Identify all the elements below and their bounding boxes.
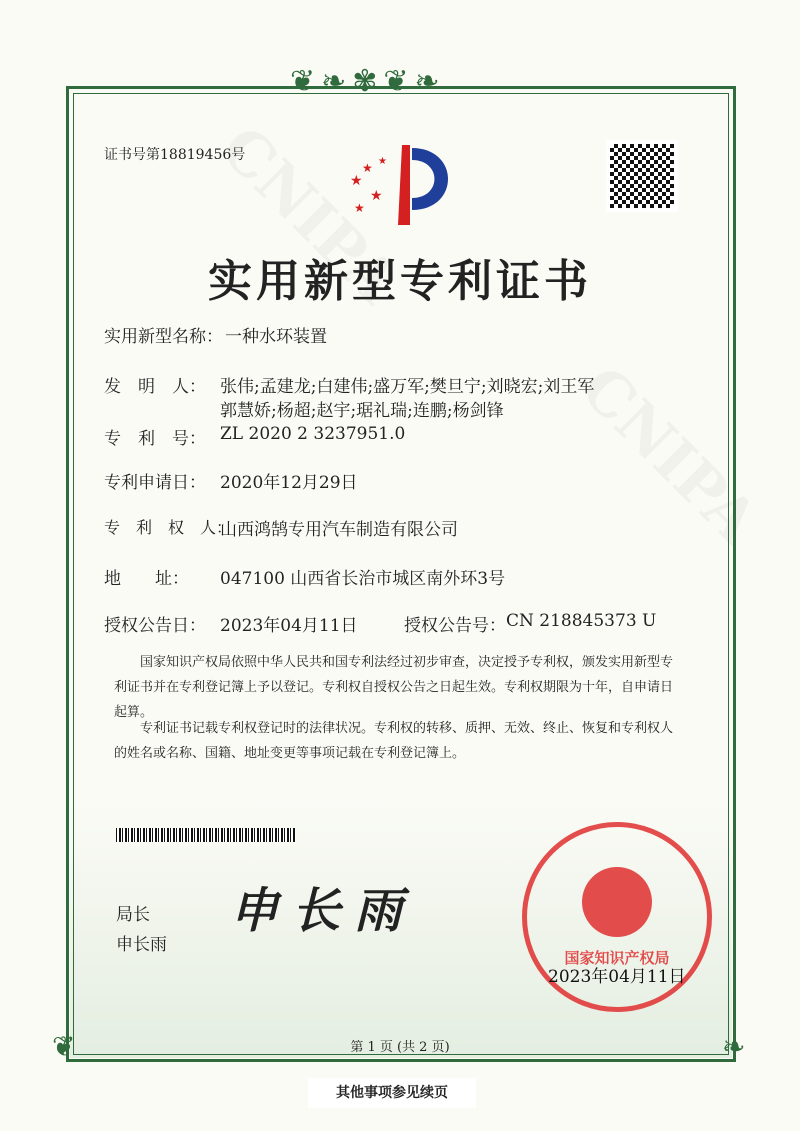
- ornament-bottom-right: ❧: [722, 1030, 746, 1063]
- field-grant: [104, 611, 656, 636]
- certificate-number: 证书号第18819456号: [104, 147, 246, 163]
- field-value: 2020年12月29日: [220, 473, 358, 493]
- field-patent-number: [104, 424, 405, 449]
- barcode: [116, 828, 296, 842]
- qr-code[interactable]: [606, 140, 678, 212]
- svg-text:★: ★: [350, 173, 363, 189]
- field-label: 专 利 号：: [104, 429, 206, 449]
- cnipa-logo: [340, 140, 460, 230]
- field-label: 专利申请日：: [104, 473, 206, 493]
- field-label: 授权公告号：: [404, 616, 506, 636]
- signer-title: 局长: [116, 905, 150, 925]
- svg-text:★: ★: [362, 161, 373, 175]
- field-inventors: [104, 372, 594, 397]
- seal-date: 2023年04月11日: [548, 967, 686, 987]
- field-label: 专 利 权 人：: [104, 518, 233, 537]
- ornament-bottom-left: ❦: [52, 1030, 76, 1063]
- signer-name: 申长雨: [116, 935, 167, 955]
- field-value: CN 218845373 U: [506, 611, 657, 631]
- ornament-top: ❦❧✾❦❧: [290, 64, 446, 99]
- certificate-title: 实用新型专利证书: [208, 256, 592, 307]
- svg-text:★: ★: [378, 156, 387, 167]
- field-filing-date: [104, 468, 358, 493]
- field-value: ZL 2020 2 3237951.0: [220, 424, 406, 444]
- field-label: 实用新型名称：: [104, 327, 223, 347]
- field-label: 授权公告日：: [104, 616, 206, 636]
- field-label: 发 明 人：: [104, 377, 206, 397]
- svg-text:★: ★: [370, 188, 383, 204]
- page-number: 第 1 页 (共 2 页): [350, 1040, 450, 1055]
- national-emblem-icon: [582, 867, 652, 937]
- footer-note: 其他事项参见续页: [308, 1078, 476, 1108]
- field-value: 张伟;孟建龙;白建伟;盛万军;樊旦宁;刘晓宏;刘王军: [220, 377, 595, 397]
- svg-text:★: ★: [354, 201, 365, 215]
- signature: 申长雨: [230, 883, 417, 939]
- field-value: 2023年04月11日: [220, 616, 358, 636]
- field-value: 一种水环装置: [225, 327, 327, 347]
- field-value: 047100 山西省长治市城区南外环3号: [220, 569, 506, 589]
- field-patentee: [104, 515, 458, 540]
- seal-text: 国家知识产权局: [564, 948, 670, 967]
- field-address: [104, 564, 505, 589]
- paragraph: 专利证书记载专利权登记时的法律状况。专利权的转移、质押、无效、终止、恢复和专利权人的姓名或名称、国籍、地址变更等事项记载在专利登记簿上。: [114, 721, 674, 761]
- field-inventors-line2: [220, 396, 504, 421]
- field-value: 郭慧娇;杨超;赵宇;琚礼瑞;连鹏;杨剑锋: [220, 401, 504, 421]
- field-label: 地 址：: [104, 569, 189, 589]
- field-value: 山西鸿鹄专用汽车制造有限公司: [220, 520, 458, 540]
- paragraph: 国家知识产权局依照中华人民共和国专利法经过初步审查，决定授予专利权，颁发实用新型专利证书并在专利登记簿上予以登记。专利权自授权公告之日起生效。专利权期限为十年，自申请日起算。: [114, 655, 674, 720]
- field-name: [104, 322, 327, 347]
